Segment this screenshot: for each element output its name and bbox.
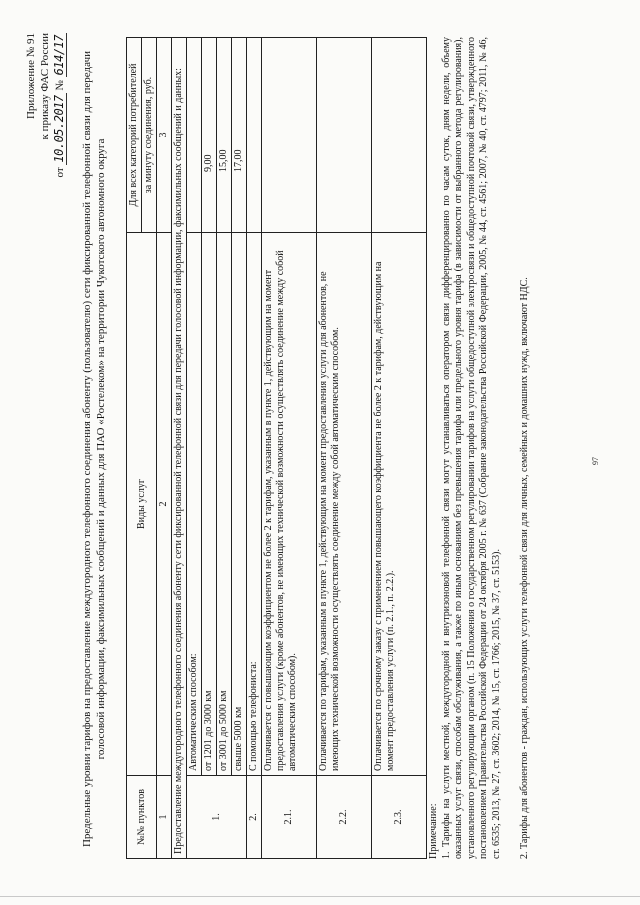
order-date-line (52, 33, 67, 285)
service-text: Оплачивается с повышающим коэффициентом не более 2 к тарифам, указанным в пункте 1, действующим на момент предоставления услуги (кроме абонентов, не имеющих технической возможности осуществлять соединение между собой автоматическим способом). (262, 233, 317, 776)
table-row (372, 38, 427, 859)
table-header-row (127, 38, 142, 859)
header-item-number: №№ пунктов (127, 776, 157, 859)
service-text: Оплачивается по срочному заказу с применением повышающего коэффициента не более 2 к тарифам, действующим на момент предоставления услуги (п. 2.1., п. 2.2.). (372, 233, 427, 776)
item-number: 2. (247, 776, 262, 859)
table-row (217, 38, 232, 859)
order-number-label: № (54, 80, 66, 91)
header-tariff-category: Для всех категорий потребителей (127, 38, 142, 233)
document-title: Предельные уровни тарифов на предоставление междугородного телефонного соединения абоненту (пользователю) сети фиксированной телефонной связи для передачи голосовой информации, факсимильных сообщений и данных для ПАО «Ростелеком» на территории Чукотского автономного округа (81, 50, 107, 848)
column-number: 3 (157, 38, 172, 233)
price-cell (187, 38, 202, 233)
order-reference: к приказу ФАС России (39, 33, 51, 140)
table-row (317, 38, 372, 859)
order-from-label: от (54, 167, 66, 178)
page-number: 97 (591, 457, 600, 465)
item-number: 2.2. (317, 776, 372, 859)
service-text: Оплачивается по тарифам, указанным в пункте 1, действующим на момент предоставления услуги для абонентов, не имеющих технической возможности осуществлять соединение между собой автоматическим способом. (317, 233, 372, 776)
service-text: свыше 5000 км (232, 233, 247, 776)
appendix-header (24, 33, 67, 285)
item-number: 1. (187, 776, 247, 859)
price-cell (247, 38, 262, 233)
item-number: 2.1. (262, 776, 317, 859)
order-date: 10.05.2017 (52, 95, 66, 163)
service-text: от 3001 до 5000 км (217, 233, 232, 776)
service-text: С помощью телефониста: (247, 233, 262, 776)
table-row (187, 38, 202, 859)
service-text: Автоматическим способом: (187, 233, 202, 776)
price-cell (317, 38, 372, 233)
tariff-table (126, 37, 427, 859)
column-number: 1 (157, 776, 172, 859)
item-number: 2.3. (372, 776, 427, 859)
notes-heading: Примечание: (428, 803, 439, 859)
table-row (202, 38, 217, 859)
column-number-row (157, 38, 172, 859)
column-number: 2 (157, 233, 172, 776)
table-row (247, 38, 262, 859)
price-value: 15,00 (217, 38, 232, 233)
header-tariff-unit: за минуту соединения, руб. (142, 38, 157, 233)
scan-edge (0, 896, 640, 897)
note-1: 1. Тарифы на услуги местной, междугородной и внутризоновой телефонной связи могут устанавливаться оператором связи дифференцированно по часам суток, дням недели, объему оказанных услуг связи, способам обслуживания, а также по иным основаниям без превышения тарифа или предельного уровня тарифа (в зависимости от выбранного метода регулирования), установленного регулирующим органом (п. 15 Положения о государственном регулировании тарифов на услуги общедоступной электросвязи и общедоступной почтовой связи, утвержденного постановлением Правительства Российской Федерации от 24 октября 2005 г. № 637 (Собрание законодательства Российской Федерации, 2005, № 44, ст. 4561; 2007, № 40, ст. 4797; 2011, № 46, ст. 6535; 2013, № 27, ст. 3602; 2014, № 15, ст. 1766; 2015, № 37, ст. 5153). (440, 37, 502, 859)
table-row (232, 38, 247, 859)
section-title: Предоставление междугородного телефонного соединения абоненту сети фиксированной телефонной связи для передачи голосовой информации, факсимильных сообщений и данных: (172, 38, 187, 859)
section-row (172, 38, 187, 859)
notes-section (428, 37, 532, 859)
note-2: 2. Тарифы для абонентов - граждан, использующих услуги телефонной связи для личных, семейных и домашних нужд, включают НДС. (519, 277, 530, 859)
appendix-number: Приложение № 91 (25, 33, 37, 120)
header-service-type: Виды услуг (127, 233, 157, 776)
order-number: 614/17 (52, 35, 66, 76)
table-row (262, 38, 317, 859)
price-value: 9,00 (202, 38, 217, 233)
price-cell (372, 38, 427, 233)
price-value: 17,00 (232, 38, 247, 233)
price-cell (262, 38, 317, 233)
service-text: от 1201 до 3000 км (202, 233, 217, 776)
